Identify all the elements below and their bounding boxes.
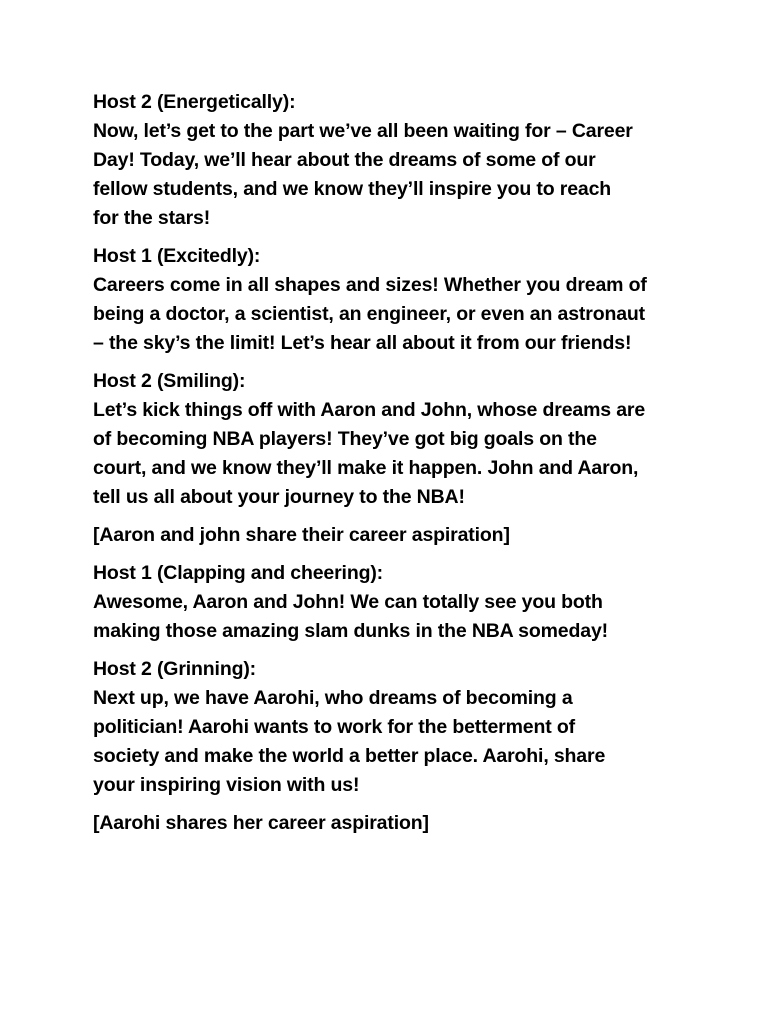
stage-direction-line: [Aaron and john share their career aspiration] (93, 524, 510, 546)
stage-direction-aarohi (93, 809, 693, 838)
stage-direction-line: [Aarohi shares her career aspiration] (93, 812, 429, 834)
text-line: Let’s kick things off with Aaron and John, whose dreams are (93, 399, 646, 421)
text-line: Next up, we have Aarohi, who dreams of becoming a (93, 687, 573, 709)
text-line: Careers come in all shapes and sizes! Whether you dream of (93, 274, 647, 296)
host1-excited-paragraph (93, 242, 693, 358)
text-line: making those amazing slam dunks in the NBA someday! (93, 620, 608, 642)
text-line: – the sky’s the limit! Let’s hear all about it from our friends! (93, 332, 632, 354)
text-line: Awesome, Aaron and John! We can totally see you both (93, 591, 603, 613)
text-line: Day! Today, we’ll hear about the dreams of some of our (93, 149, 596, 171)
speaker-line: Host 2 (Smiling): (93, 370, 246, 392)
text-line: society and make the world a better place. Aarohi, share (93, 745, 606, 767)
text-line: for the stars! (93, 207, 211, 229)
text-line: politician! Aarohi wants to work for the betterment of (93, 716, 575, 738)
text-line: of becoming NBA players! They’ve got big goals on the (93, 428, 597, 450)
host2-energetic-paragraph (93, 88, 693, 233)
host1-clapping-paragraph (93, 559, 693, 646)
text-line: fellow students, and we know they’ll inspire you to reach (93, 178, 612, 200)
host2-grinning-paragraph (93, 655, 693, 800)
speaker-line: Host 1 (Clapping and cheering): (93, 562, 384, 584)
document-page (93, 88, 693, 847)
text-line: being a doctor, a scientist, an engineer, or even an astronaut (93, 303, 646, 325)
host2-smiling-paragraph (93, 367, 693, 512)
speaker-line: Host 2 (Energetically): (93, 91, 296, 113)
speaker-line: Host 1 (Excitedly): (93, 245, 261, 267)
text-line: tell us all about your journey to the NBA! (93, 486, 465, 508)
stage-direction-aaron-john (93, 521, 693, 550)
text-line: Now, let’s get to the part we’ve all been waiting for – Career (93, 120, 633, 142)
speaker-line: Host 2 (Grinning): (93, 658, 257, 680)
text-line: court, and we know they’ll make it happen. John and Aaron, (93, 457, 639, 479)
text-line: your inspiring vision with us! (93, 774, 360, 796)
